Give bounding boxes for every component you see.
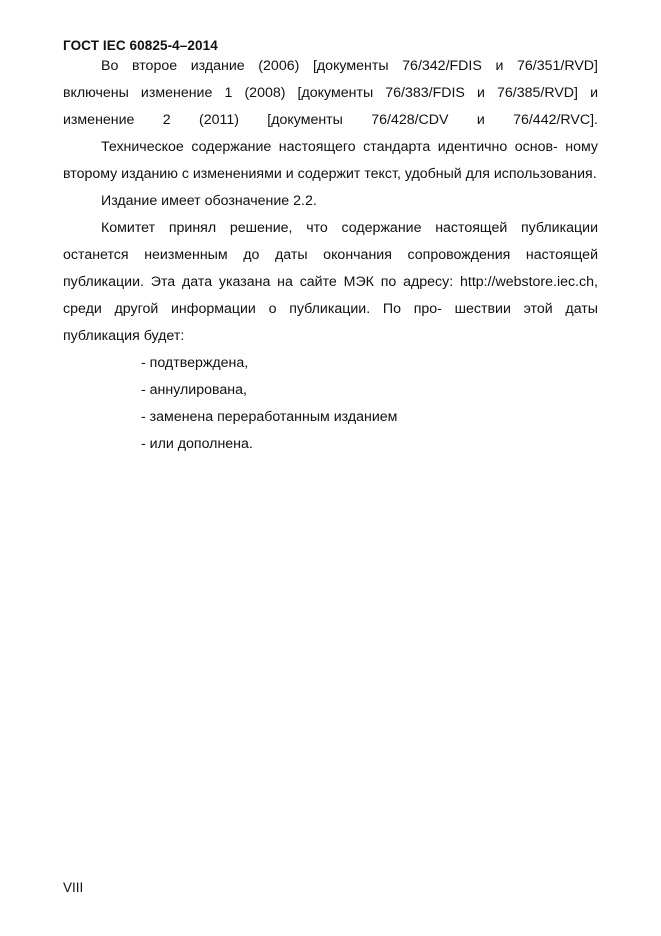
- text-line: Во второе издание (2006) [документы 76/342/FDIS и 76/351/RVD]: [101, 58, 598, 74]
- list-item: - подтверждена,: [141, 355, 249, 371]
- text-line: включены изменение 1 (2008) [документы 76/383/FDIS и 76/385/RVD] и: [63, 85, 598, 101]
- document-header: ГОСТ IEC 60825-4–2014: [63, 38, 218, 53]
- text-line: Издание имеет обозначение 2.2.: [101, 193, 317, 209]
- page-number: VIII: [63, 880, 84, 895]
- paragraph-edition-designation: [63, 188, 598, 215]
- list-item: - или дополнена.: [141, 436, 253, 452]
- text-line: шествии этой даты публикация будет:: [63, 301, 598, 344]
- text-line: ному второму изданию с изменениями и содержит текст, удобный для: [63, 139, 598, 182]
- list-item: - заменена переработанным изданием: [141, 409, 398, 425]
- text-line: изменение 2 (2011) [документы 76/428/CDV и 76/442/RVC].: [63, 112, 598, 128]
- document-body: [63, 53, 598, 458]
- list-item: - аннулирована,: [141, 382, 247, 398]
- paragraph-technical-content: [63, 134, 598, 188]
- paragraph-edition-history: [63, 53, 598, 134]
- text-line: http://webstore.iec.ch, среди другой информации о публикации. По про-: [63, 274, 598, 317]
- publication-status-list: [63, 350, 598, 458]
- text-line: публикации. Эта дата указана на сайте МЭК по адресу:: [63, 274, 460, 290]
- text-line: останется неизменным до даты окончания сопровождения настоящей: [63, 247, 598, 263]
- text-line: Техническое содержание настоящего стандарта идентично основ-: [101, 139, 558, 155]
- text-line: Комитет принял решение, что содержание настоящей публикации: [101, 220, 598, 236]
- paragraph-committee-decision: [63, 215, 598, 350]
- text-line: использования.: [493, 166, 597, 182]
